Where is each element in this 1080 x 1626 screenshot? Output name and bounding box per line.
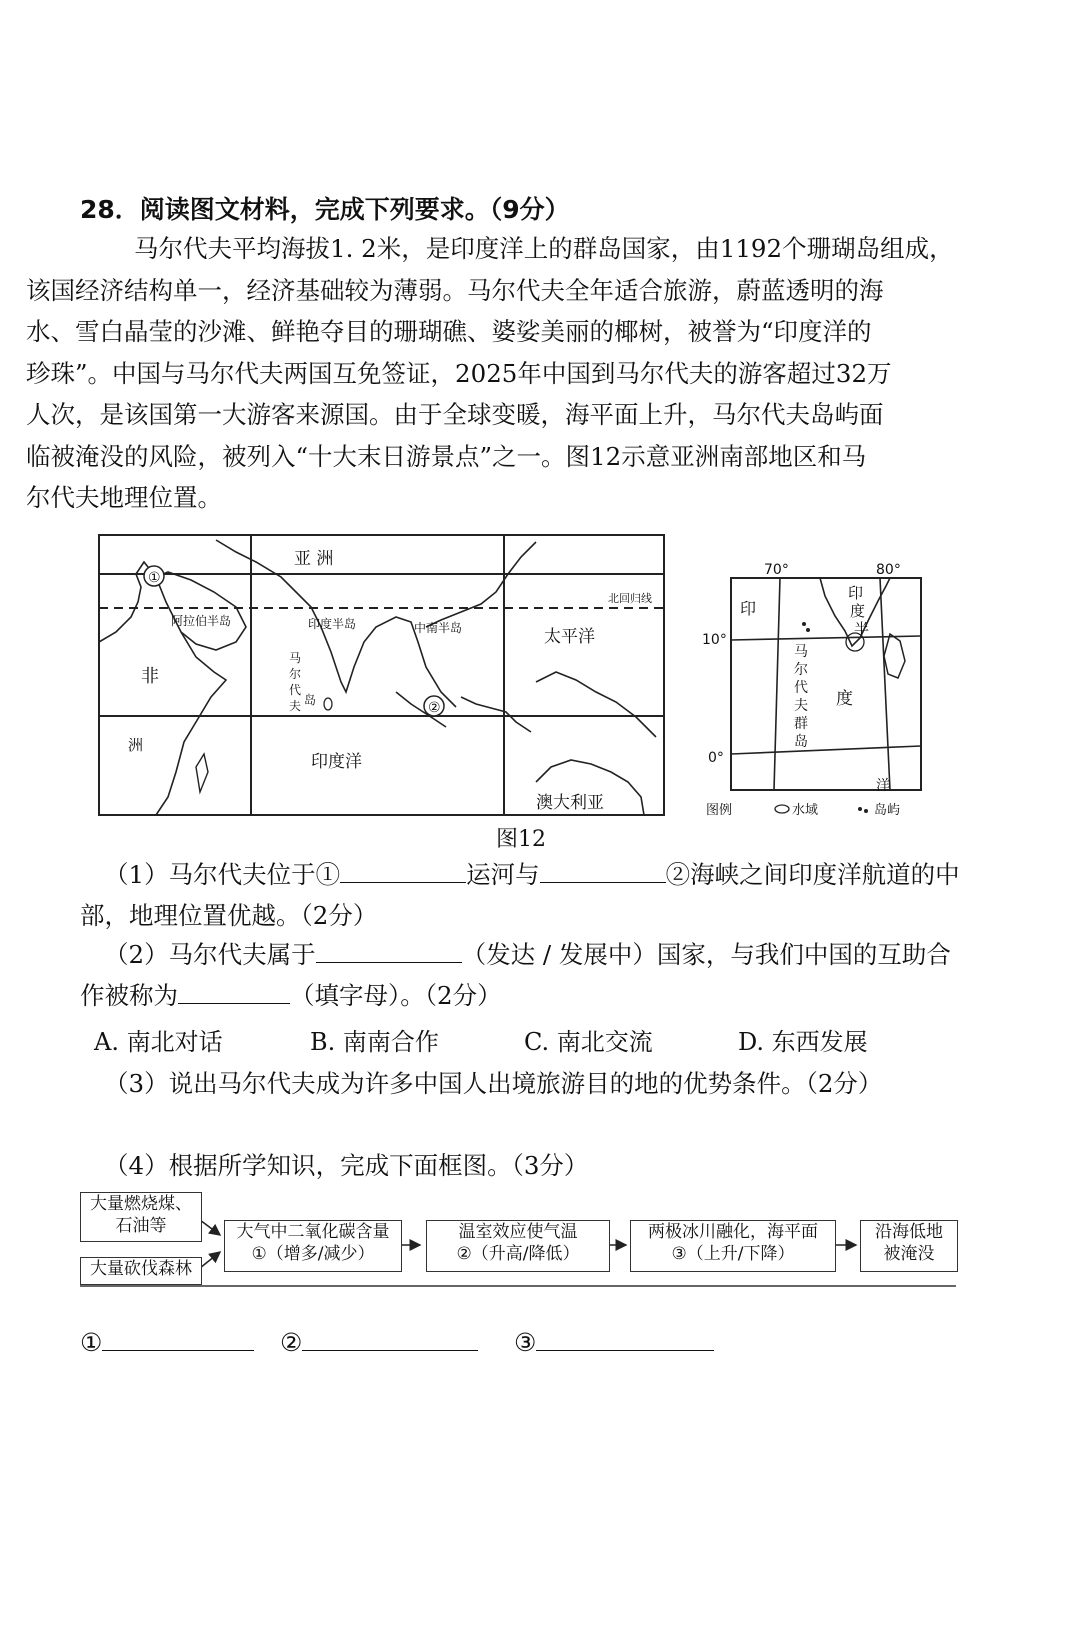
water-legend-icon [775, 805, 789, 813]
label-india-peninsula: 印度半岛 [308, 617, 357, 631]
option-c[interactable]: C. 南北交流 [524, 1028, 653, 1056]
label-africa-1: 非 [141, 666, 159, 687]
label-maldives-v5: 岛 [794, 734, 808, 750]
label-tropic: 北回归线 [608, 592, 652, 605]
label-maldives-0: 马 [289, 651, 302, 665]
marker-2: ② [428, 700, 441, 716]
flow-box-co2: 大气中二氧化碳含量 ①（增多/减少） [224, 1220, 402, 1272]
q1-text-a: （1）马尔代夫位于① [104, 860, 341, 889]
paragraph-line: 临被淹没的风险，被列入“十大末日游景点”之一。图12示意亚洲南部地区和马 [26, 441, 867, 471]
answer-3-label: ③ [514, 1328, 537, 1357]
legend-island: 岛屿 [874, 803, 901, 818]
label-indian-ocean: 印度洋 [311, 752, 362, 772]
label-indochina: 中南半岛 [414, 621, 463, 635]
paragraph-line: 水、雪白晶莹的沙滩、鲜艳夺目的珊瑚礁、婆娑美丽的椰树，被誉为“印度洋的 [26, 317, 872, 346]
label-india-2: 半 [854, 620, 870, 638]
label-maldives-v2: 代 [794, 680, 808, 696]
label-maldives-v4: 群 [794, 716, 808, 732]
q2-blank-2[interactable] [178, 979, 290, 1004]
question-2-cont [80, 975, 502, 1016]
paragraph-line: 人次，是该国第一大游客来源国。由于全球变暖，海平面上升，马尔代夫岛屿面 [26, 400, 884, 429]
label-lat-10: 10° [702, 632, 727, 648]
label-lon-80: 80° [876, 562, 901, 578]
maldives-map [700, 556, 930, 826]
label-maldives-2: 代 [289, 683, 302, 697]
question-2 [104, 934, 984, 975]
label-maldives-v3: 夫 [794, 698, 808, 714]
q1-blank-2[interactable] [540, 858, 666, 883]
answer-2-blank[interactable] [302, 1326, 478, 1351]
label-lon-70: 70° [764, 562, 789, 578]
answer-3-blank[interactable] [536, 1326, 714, 1351]
label-maldives-4: 岛 [304, 693, 317, 707]
flow-box-greenhouse: 温室效应使气温 ②（升高/降低） [426, 1220, 610, 1272]
legend-title: 图例 [706, 803, 733, 818]
answer-2-label: ② [280, 1328, 303, 1357]
paragraph-line: 珍珠”。中国与马尔代夫两国互免签证，2025年中国到马尔代夫的游客超过32万 [26, 358, 892, 388]
option-b[interactable]: B. 南南合作 [310, 1028, 439, 1056]
answer-3 [514, 1326, 714, 1357]
label-ocean-2: 度 [836, 689, 853, 709]
q2-text-a: （2）马尔代夫属于 [104, 940, 316, 969]
q2-text-b: （发达 / 发展中）国家，与我们中国的互助合 [461, 940, 951, 969]
question-4: （4）根据所学知识，完成下面框图。（3分） [104, 1151, 589, 1180]
question-title: 28．阅读图文材料，完成下列要求。（9分） [80, 195, 570, 224]
answer-1 [80, 1326, 254, 1357]
q1-blank-1[interactable] [340, 858, 466, 883]
label-pacific: 太平洋 [544, 627, 595, 647]
label-maldives-1: 尔 [289, 667, 302, 681]
island-legend-icon [858, 807, 862, 811]
figure-caption: 图12 [496, 827, 546, 852]
paragraph-line: 马尔代夫平均海拔1. 2米，是印度洋上的群岛国家，由1192个珊瑚岛组成， [134, 234, 954, 263]
question-1-cont: 部，地理位置优越。（2分） [80, 901, 378, 930]
flow-box-flood: 沿海低地 被淹没 [860, 1220, 958, 1272]
flow-box-ice: 两极冰川融化，海平面 ③（上升/下降） [630, 1220, 836, 1272]
label-africa-2: 洲 [128, 736, 144, 754]
label-ocean-3: 洋 [876, 778, 890, 794]
label-asia: 亚 洲 [294, 549, 334, 569]
q1-text-b: 运河与 [466, 860, 540, 889]
marker-1: ① [148, 570, 161, 586]
q2-text-d: （填字母）。（2分） [290, 981, 502, 1010]
answer-1-blank[interactable] [102, 1326, 254, 1351]
label-maldives-3: 夫 [289, 699, 302, 713]
option-d[interactable]: D. 东西发展 [738, 1028, 868, 1056]
q2-blank-1[interactable] [316, 938, 462, 963]
label-india-0: 印 [848, 584, 864, 602]
label-maldives-v0: 马 [794, 644, 808, 660]
answer-1-label: ① [80, 1328, 103, 1357]
south-asia-map [96, 532, 668, 818]
label-australia: 澳大利亚 [536, 793, 604, 813]
question-1 [104, 854, 984, 895]
label-lat-0: 0° [708, 750, 724, 766]
paragraph-line: 该国经济结构单一，经济基础较为薄弱。马尔代夫全年适合旅游，蔚蓝透明的海 [26, 275, 884, 305]
label-india-1: 度 [850, 602, 866, 620]
answer-2 [280, 1326, 478, 1357]
label-ocean-1: 印 [740, 599, 757, 618]
flow-box-coal: 大量燃烧煤、 石油等 [80, 1192, 202, 1242]
question-3: （3）说出马尔代夫成为许多中国人出境旅游目的地的优势条件。（2分） [104, 1069, 883, 1098]
label-arabia: 阿拉伯半岛 [171, 614, 232, 628]
legend-water: 水域 [792, 803, 819, 818]
q1-text-c: ②海峡之间印度洋航道的中 [665, 860, 960, 889]
material-paragraph [26, 228, 980, 519]
option-a[interactable]: A. 南北对话 [94, 1028, 223, 1056]
flow-box-forest: 大量砍伐森林 [80, 1257, 202, 1285]
q2-text-c: 作被称为 [80, 981, 178, 1010]
paragraph-line: 尔代夫地理位置。 [26, 483, 222, 512]
label-maldives-v1: 尔 [794, 662, 808, 678]
